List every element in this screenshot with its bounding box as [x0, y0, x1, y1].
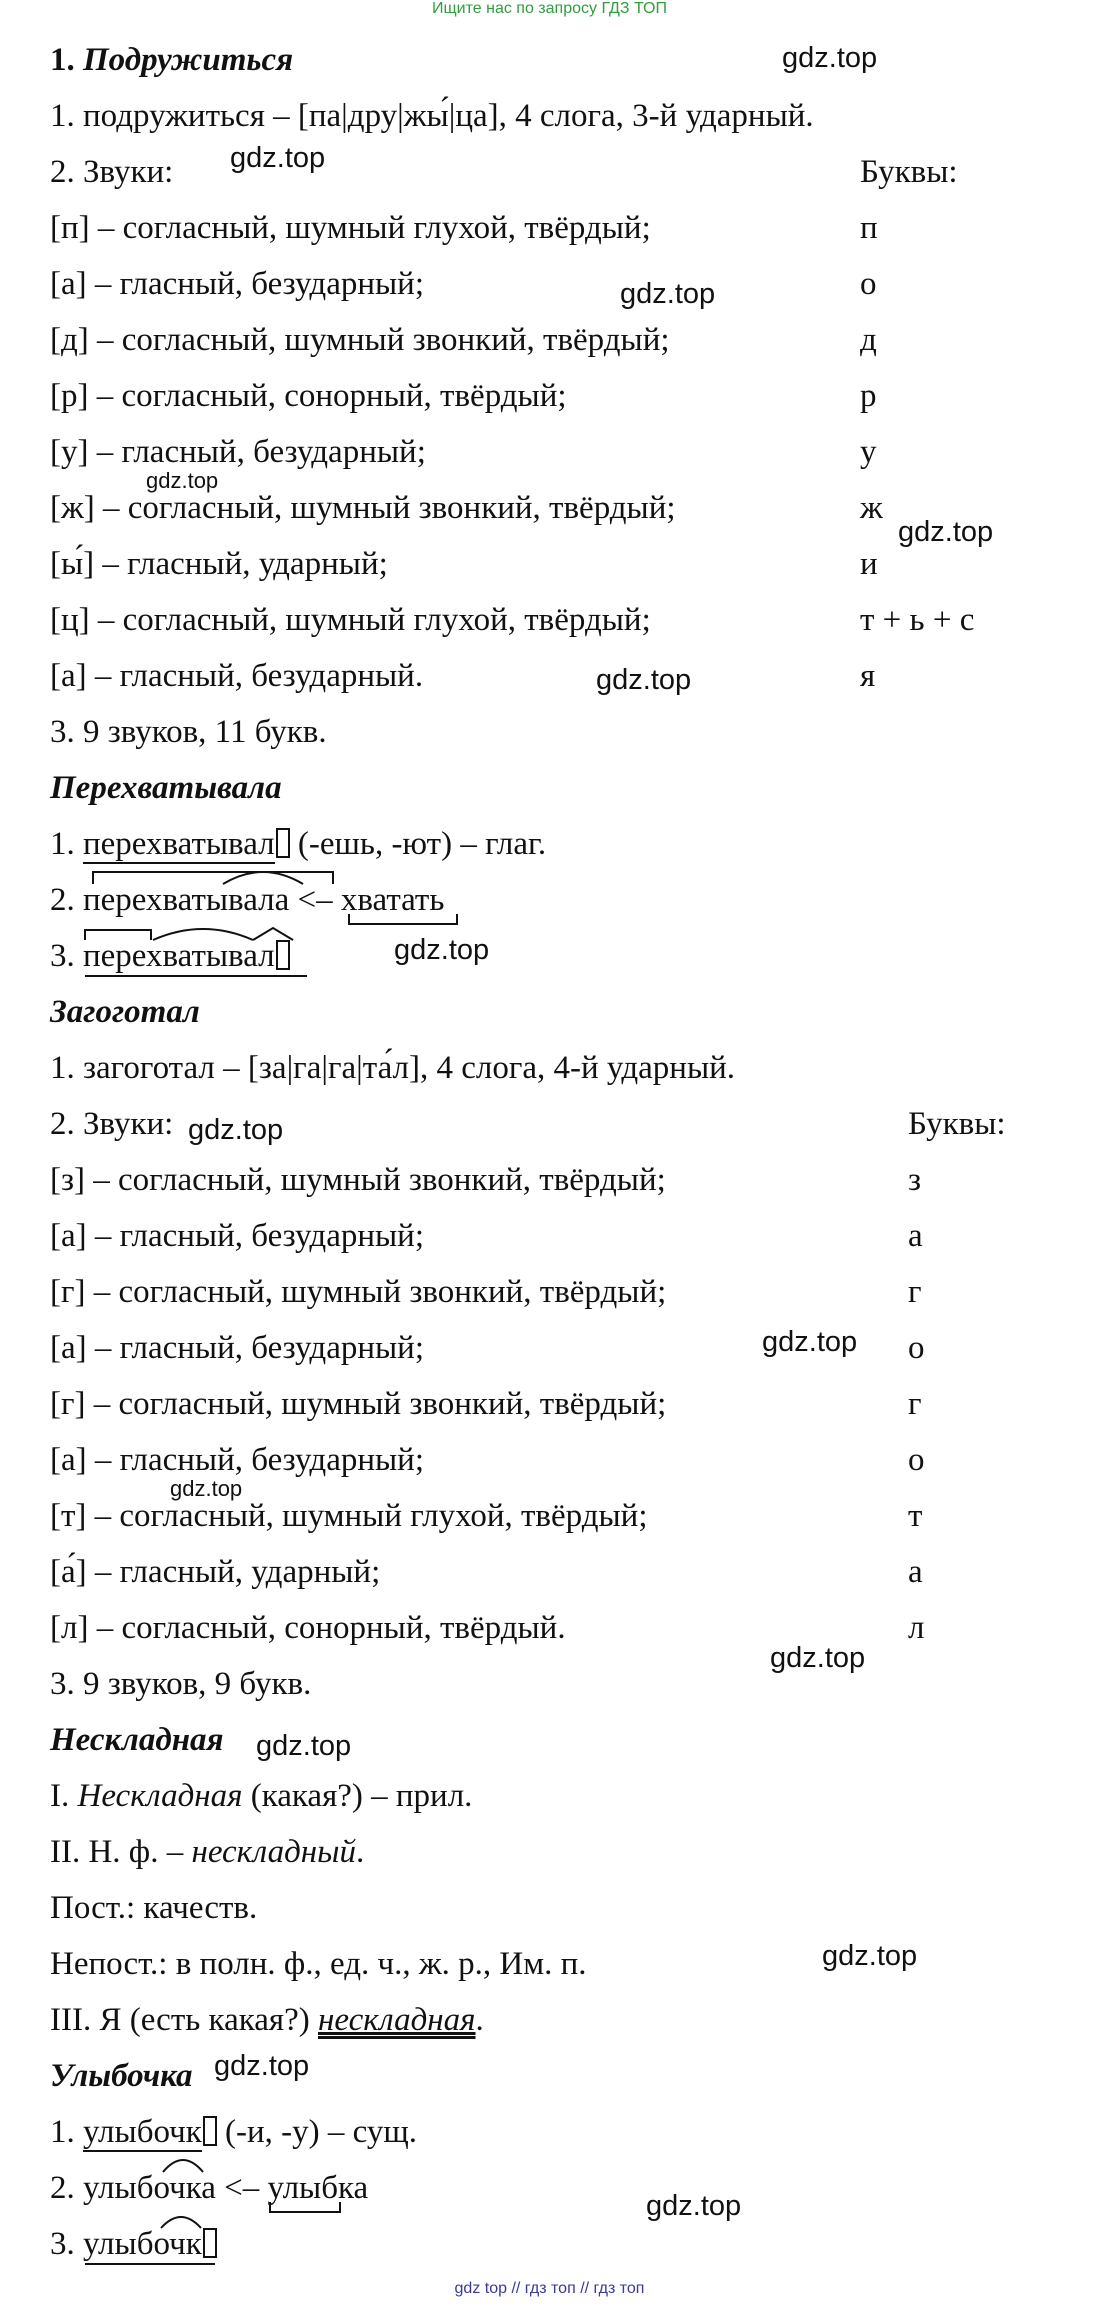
morpheme-parse-line: 3. перехватывал — [50, 936, 290, 976]
source-word: хватать — [341, 880, 445, 920]
sound-description: [д] – согласный, шумный звонкий, твёрдый; — [50, 322, 670, 358]
sound-description: [а] – гласный, безударный; — [50, 1330, 425, 1366]
sound-description: [л] – согласный, сонорный, твёрдый. — [50, 1610, 566, 1646]
watermark: gdz.top — [620, 278, 716, 310]
initial-form: нескладный — [191, 1834, 356, 1870]
word-ending-line: 1. улыбочк (-и, -у) – сущ. — [50, 2114, 418, 2150]
watermark: gdz.top — [770, 1642, 866, 1674]
suffix-arc-icon — [83, 866, 343, 886]
section-2-heading: Перехватывала — [50, 770, 282, 806]
sound-description: [т] – согласный, шумный глухой, твёрдый; — [50, 1498, 648, 1534]
letter: а — [908, 1218, 923, 1254]
morpheme-marks-icon — [83, 922, 343, 978]
sound-description: [г] – согласный, шумный звонкий, твёрдый; — [50, 1386, 667, 1422]
section-number: 1. — [50, 42, 75, 78]
watermark: gdz.top — [898, 516, 994, 548]
sound-description: [р] – согласный, сонорный, твёрдый; — [50, 378, 567, 414]
watermark: gdz.top — [146, 468, 219, 493]
parsed-word: улыбочк — [83, 2224, 217, 2264]
watermark: gdz.top — [822, 1940, 918, 1972]
parsed-word: перехватывал — [83, 936, 290, 976]
root-arc-icon — [268, 2154, 388, 2214]
phonetic-transcription: 1. загоготал – [за|га|га|та́л], 4 слога, 4-й ударный. — [50, 1050, 736, 1086]
sound-description: [ж] – согласный, шумный звонкий, твёрдый; — [50, 490, 676, 526]
letter: а — [908, 1554, 923, 1590]
sound-description: [а́] – гласный, ударный; — [50, 1554, 381, 1590]
watermark: gdz.top — [230, 142, 326, 174]
letter: п — [860, 210, 878, 246]
source-word: улыбка — [268, 2168, 369, 2208]
initial-form-line: II. Н. ф. – нескладный. — [50, 1834, 365, 1870]
letter: ж — [860, 490, 883, 526]
ending-box-icon — [203, 2116, 217, 2146]
sound-description: [г] – согласный, шумный звонкий, твёрдый; — [50, 1274, 667, 1310]
sound-description: [у] – гласный, безударный; — [50, 434, 426, 470]
section-4-heading: Нескладная — [50, 1722, 224, 1758]
sound-description: [а] – гласный, безударный. — [50, 658, 424, 694]
section-1-heading — [50, 40, 293, 80]
letter: о — [908, 1330, 925, 1366]
letter: р — [860, 378, 877, 414]
sound-description: [а] – гласный, безударный; — [50, 266, 425, 302]
sound-description: [з] – согласный, шумный звонкий, твёрдый; — [50, 1162, 666, 1198]
letters-label: Буквы: — [908, 1106, 1006, 1142]
word-stem: улыбочк — [83, 2114, 202, 2150]
watermark: gdz.top — [596, 664, 692, 696]
analyzed-word: Нескладная — [77, 1778, 243, 1814]
letter: д — [860, 322, 877, 358]
sound-description: [ц] – согласный, шумный глухой, твёрдый; — [50, 602, 651, 638]
letter: з — [908, 1162, 922, 1198]
letter: г — [908, 1386, 922, 1422]
letter: я — [860, 658, 876, 694]
sound-description: [ы́] – гласный, ударный; — [50, 546, 388, 582]
predicate-word: нескладная — [317, 2002, 476, 2038]
section-3-heading: Загоготал — [50, 994, 200, 1030]
watermark: gdz.top — [646, 2190, 742, 2222]
watermark: gdz.top — [214, 2050, 310, 2082]
morpheme-parse-line: 3. улыбочк — [50, 2224, 217, 2264]
summary: 3. 9 звуков, 9 букв. — [50, 1666, 312, 1702]
watermark: gdz.top — [762, 1326, 858, 1358]
root-arc-icon — [341, 866, 501, 926]
sounds-label: 2. Звуки: — [50, 1106, 174, 1142]
sound-description: [а] – гласный, безударный; — [50, 1218, 425, 1254]
word-stem: перехватывал — [83, 826, 275, 862]
part-of-speech-line: I. Нескладная (какая?) – прил. — [50, 1778, 473, 1814]
letter: о — [908, 1442, 925, 1478]
word-derivation-line: 2. перехватывала <– хватать — [50, 880, 444, 920]
constant-features: Пост.: качеств. — [50, 1890, 258, 1926]
phonetic-transcription: 1. подружиться – [па|дру|жы́|ца], 4 слога, 3-й ударный. — [50, 98, 814, 134]
watermark: gdz.top — [256, 1730, 352, 1762]
letter: т + ь + с — [860, 602, 975, 638]
summary: 3. 9 звуков, 11 букв. — [50, 714, 327, 750]
sound-description: [а] – гласный, безударный; — [50, 1442, 425, 1478]
word-derivation-line: 2. улыбочка <– улыбка — [50, 2168, 368, 2208]
suffix-arc-icon — [83, 2154, 243, 2174]
footer-watermark: gdz top // гдз топ // гдз топ — [454, 2280, 645, 2297]
ending-box-icon — [276, 828, 290, 858]
sentence-role-line: III. Я (есть какая?) нескладная. — [50, 2002, 484, 2038]
letter: и — [860, 546, 878, 582]
letters-label: Буквы: — [860, 154, 958, 190]
section-title: Подружиться — [83, 42, 294, 78]
variable-features: Непост.: в полн. ф., ед. ч., ж. р., Им. п. — [50, 1946, 587, 1982]
letter: л — [908, 1610, 925, 1646]
derived-word: перехватывала — [83, 880, 289, 920]
letter: т — [908, 1498, 923, 1534]
sounds-label: 2. Звуки: — [50, 154, 174, 190]
word-ending-line: 1. перехватывал (-ешь, -ют) – глаг. — [50, 826, 547, 862]
letter: г — [908, 1274, 922, 1310]
watermark: gdz.top — [782, 42, 878, 74]
sound-description: [п] – согласный, шумный глухой, твёрдый; — [50, 210, 651, 246]
watermark: gdz.top — [394, 934, 490, 966]
derived-word: улыбочка — [83, 2168, 216, 2208]
section-5-heading: Улыбочка — [50, 2058, 193, 2094]
watermark: gdz.top — [188, 1114, 284, 1146]
watermark: gdz.top — [170, 1476, 243, 1501]
letter: у — [860, 434, 877, 470]
search-hint-banner: Ищите нас по запросу ГДЗ ТОП — [432, 0, 667, 17]
letter: о — [860, 266, 877, 302]
morpheme-marks-icon — [83, 2210, 243, 2266]
